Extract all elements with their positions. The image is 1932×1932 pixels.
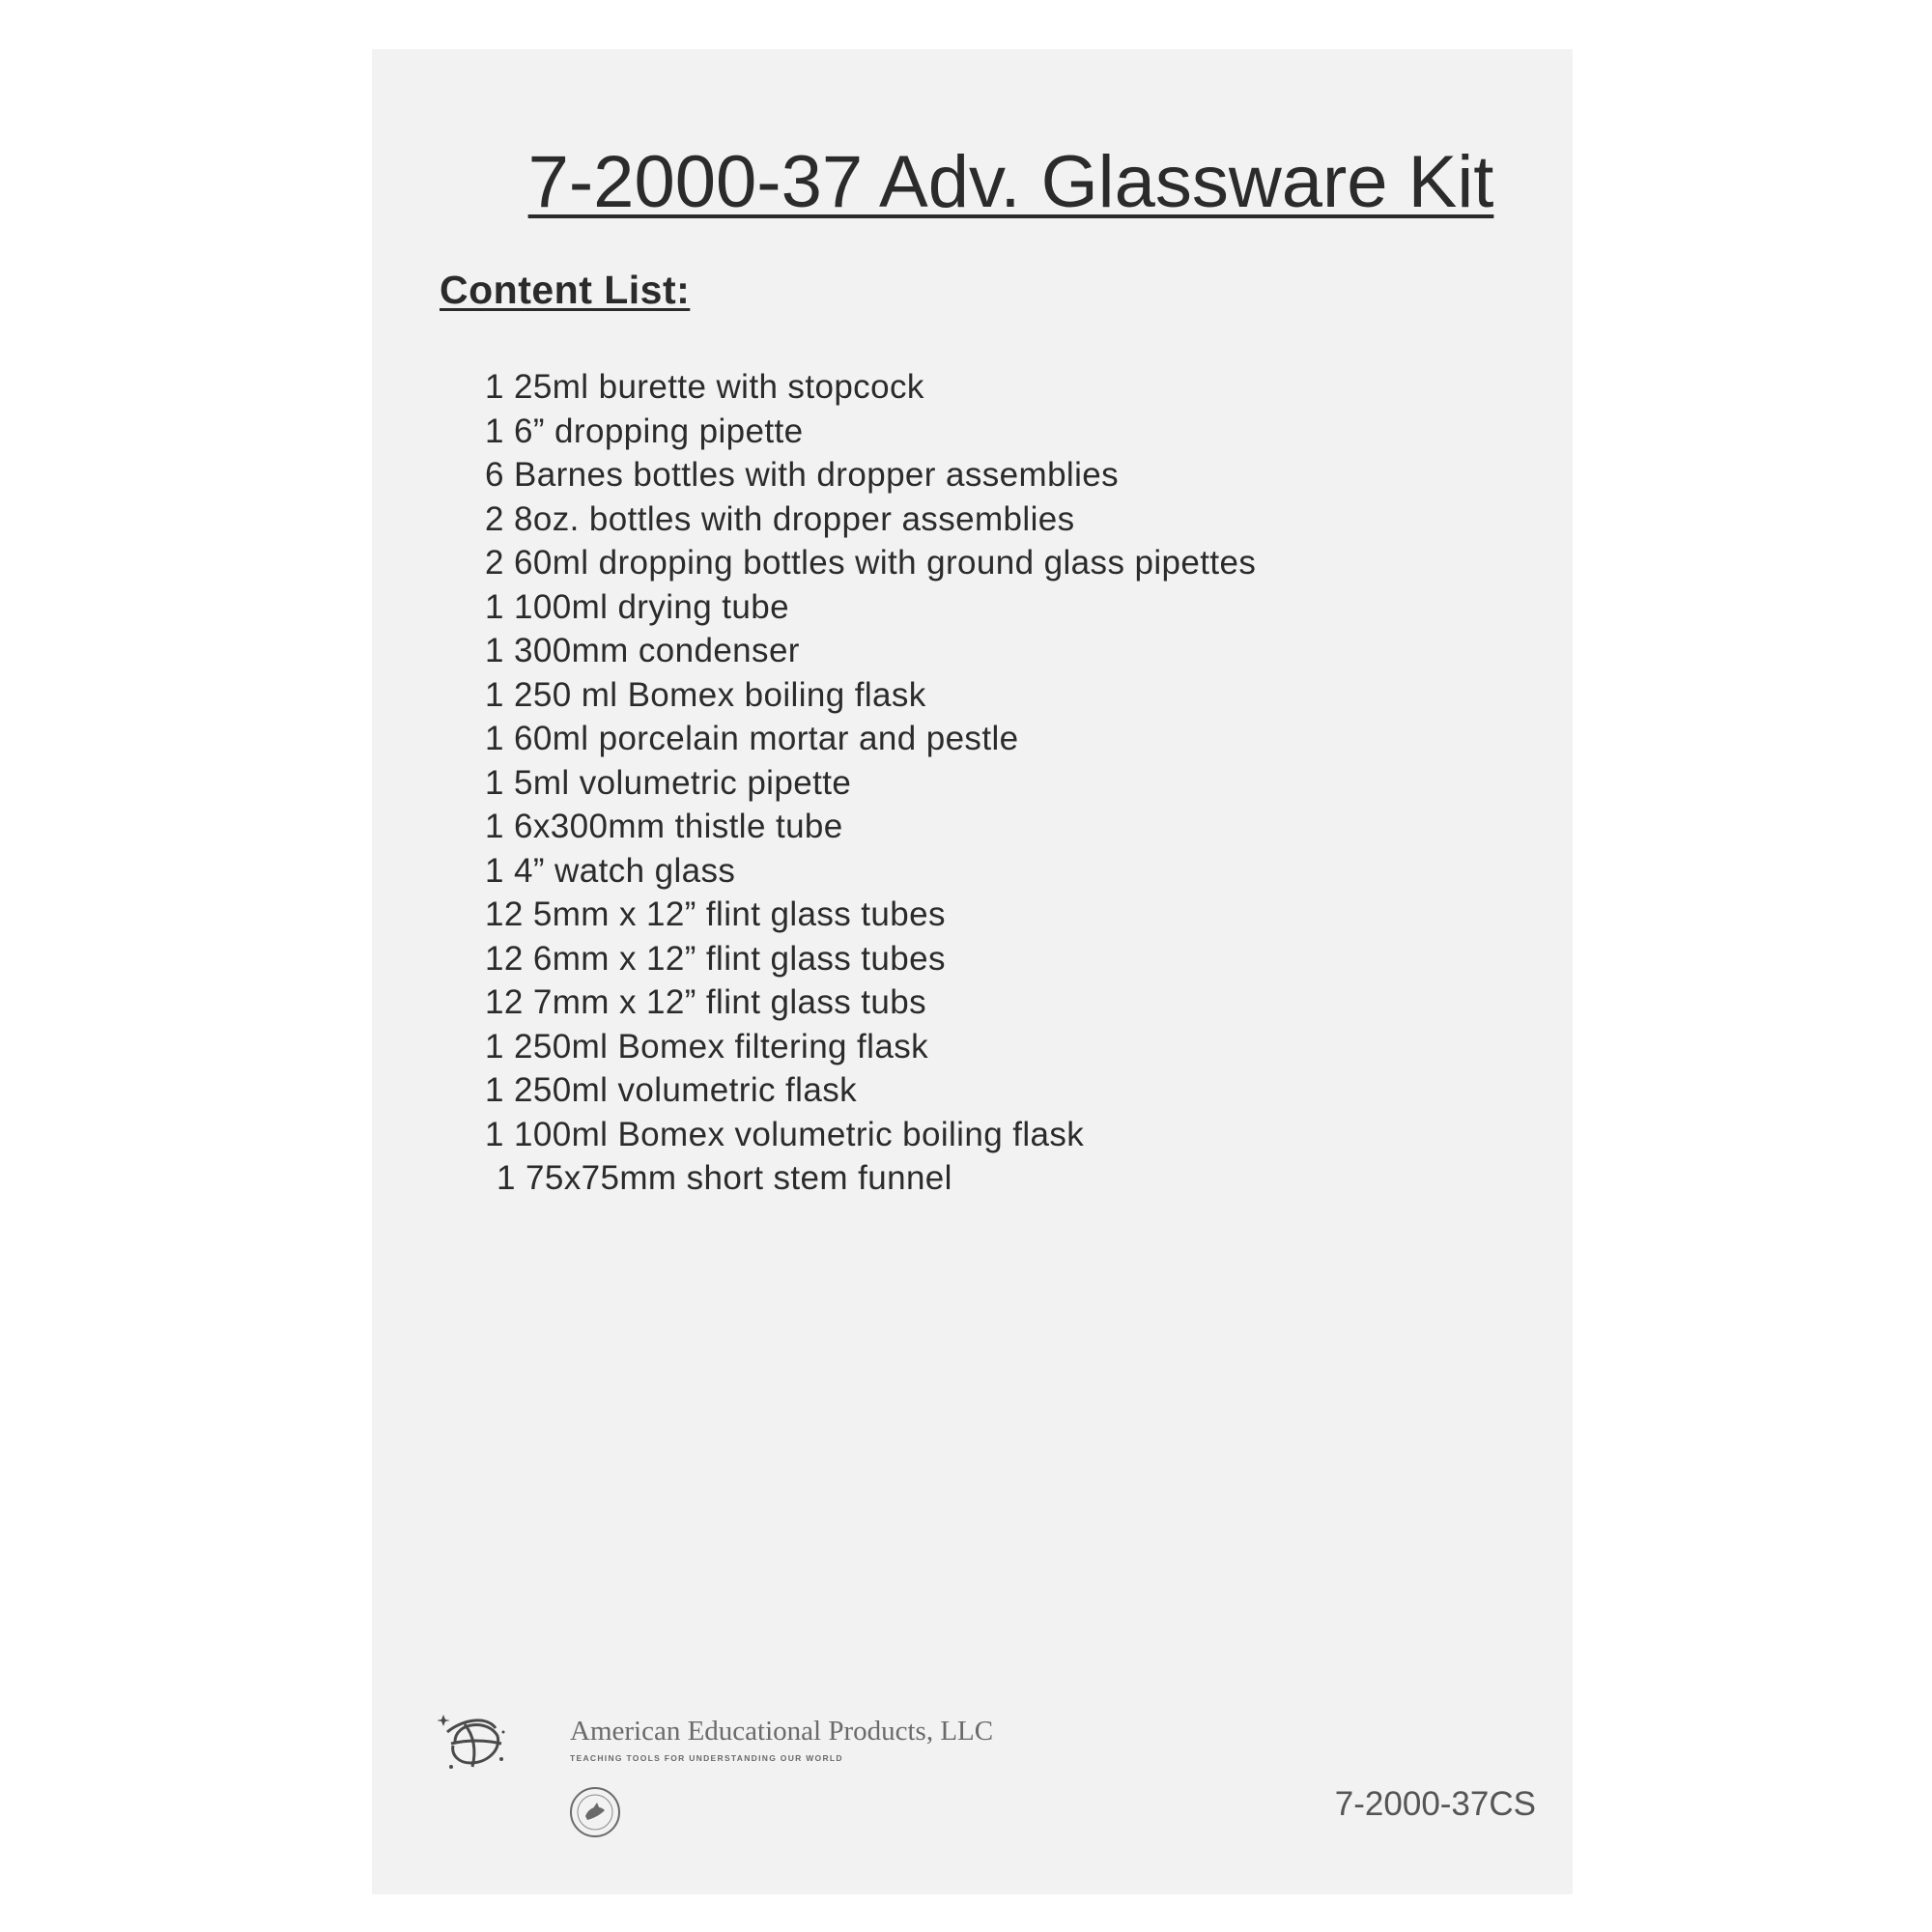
list-item: 6 Barnes bottles with dropper assemblies [485, 456, 1120, 494]
list-item: 12 7mm x 12” flint glass tubs [485, 983, 927, 1021]
list-item: 1 25ml burette with stopcock [485, 368, 924, 406]
content-list [485, 365, 1256, 1201]
list-item: 1 250ml volumetric flask [485, 1071, 858, 1109]
page-title [372, 141, 1573, 223]
list-item: 1 100ml drying tube [485, 587, 790, 626]
list-item: 1 300mm condenser [485, 632, 800, 669]
product-code: 7-2000-37CS [1334, 1785, 1536, 1823]
globe-logo-icon [438, 1703, 505, 1780]
content-list-card [372, 49, 1573, 1894]
list-item: 2 8oz. bottles with dropper assemblies [485, 499, 1075, 538]
list-item: 1 6” dropping pipette [485, 412, 804, 450]
list-item: 12 5mm x 12” flint glass tubes [485, 895, 946, 933]
section-heading: Content List: [440, 268, 691, 312]
company-tagline: TEACHING TOOLS FOR UNDERSTANDING OUR WORLD [570, 1753, 843, 1763]
title-text: 7-2000-37 Adv. Glassware Kit [527, 141, 1494, 223]
list-item: 1 75x75mm short stem funnel [497, 1159, 952, 1197]
list-item: 1 100ml Bomex volumetric boiling flask [485, 1115, 1085, 1153]
seal-icon [568, 1785, 622, 1839]
list-item: 1 250ml Bomex filtering flask [485, 1027, 929, 1065]
list-item: 12 6mm x 12” flint glass tubes [485, 939, 946, 978]
list-item: 1 5ml volumetric pipette [485, 763, 852, 802]
list-item: 1 4” watch glass [485, 851, 736, 890]
list-item: 1 250 ml Bomex boiling flask [485, 675, 926, 714]
list-item: 1 6x300mm thistle tube [485, 808, 843, 845]
list-item: 2 60ml dropping bottles with ground glass pipettes [485, 544, 1257, 582]
list-item: 1 60ml porcelain mortar and pestle [485, 720, 1019, 757]
company-name: American Educational Products, LLC [570, 1716, 994, 1747]
